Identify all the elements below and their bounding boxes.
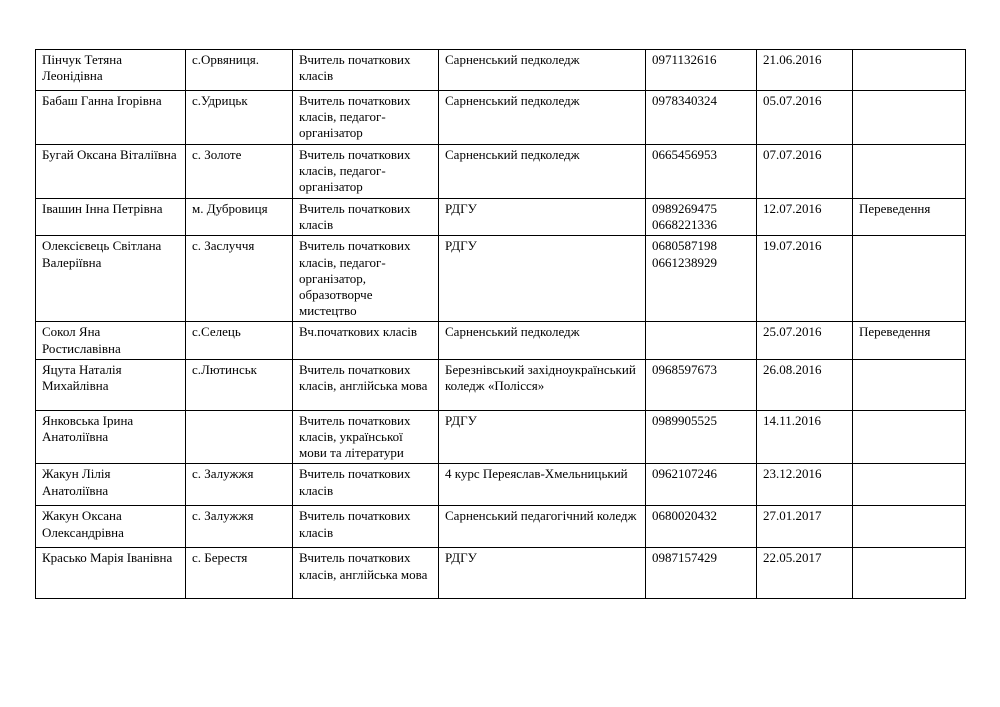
teacher-name-cell: Красько Марія Іванівна xyxy=(36,548,186,599)
institution-cell: Сарненський педколедж xyxy=(439,145,646,199)
date-cell: 21.06.2016 xyxy=(757,50,853,91)
table-row xyxy=(36,410,966,464)
note-cell: Переведення xyxy=(853,199,966,236)
date-cell: 05.07.2016 xyxy=(757,91,853,145)
table-row xyxy=(36,91,966,145)
village-cell: с.Селець xyxy=(186,322,293,359)
phone-cell: 0989905525 xyxy=(646,410,757,464)
village-cell: с. Залужжя xyxy=(186,506,293,548)
village-cell: с. Залужжя xyxy=(186,464,293,506)
note-cell xyxy=(853,548,966,599)
institution-cell: Сарненський педагогічний коледж xyxy=(439,506,646,548)
note-cell xyxy=(853,236,966,322)
phone-cell: 0665456953 xyxy=(646,145,757,199)
teacher-name-cell: Жакун Лілія Анатоліївна xyxy=(36,464,186,506)
institution-cell: Сарненський педколедж xyxy=(439,322,646,359)
table-row xyxy=(36,322,966,359)
note-cell xyxy=(853,359,966,410)
village-cell: с. Берестя xyxy=(186,548,293,599)
institution-cell: Сарненський педколедж xyxy=(439,91,646,145)
note-cell xyxy=(853,145,966,199)
specialty-cell: Вчитель початкових класів, педагог-організатор xyxy=(293,91,439,145)
specialty-cell: Вчитель початкових класів, англійська мова xyxy=(293,548,439,599)
specialty-cell: Вчитель початкових класів, педагог-організатор xyxy=(293,145,439,199)
institution-cell: РДГУ xyxy=(439,548,646,599)
date-cell: 26.08.2016 xyxy=(757,359,853,410)
teacher-name-cell: Олексієвець Світлана Валеріївна xyxy=(36,236,186,322)
table-row xyxy=(36,199,966,236)
institution-cell: РДГУ xyxy=(439,410,646,464)
note-cell xyxy=(853,50,966,91)
date-cell: 25.07.2016 xyxy=(757,322,853,359)
note-cell xyxy=(853,506,966,548)
teacher-name-cell: Янковська Ірина Анатоліївна xyxy=(36,410,186,464)
teachers-table xyxy=(35,49,966,599)
teachers-table-body xyxy=(36,50,966,599)
institution-cell: РДГУ xyxy=(439,236,646,322)
note-cell xyxy=(853,91,966,145)
phone-cell: 0962107246 xyxy=(646,464,757,506)
phone-cell: 0989269475 0668221336 xyxy=(646,199,757,236)
date-cell: 27.01.2017 xyxy=(757,506,853,548)
specialty-cell: Вчитель початкових класів xyxy=(293,199,439,236)
table-row xyxy=(36,145,966,199)
teacher-name-cell: Івашин Інна Петрівна xyxy=(36,199,186,236)
table-row xyxy=(36,359,966,410)
village-cell: с.Удрицьк xyxy=(186,91,293,145)
specialty-cell: Вчитель початкових класів xyxy=(293,50,439,91)
village-cell: с.Орвяниця. xyxy=(186,50,293,91)
table-row xyxy=(36,548,966,599)
table-row xyxy=(36,506,966,548)
phone-cell: 0971132616 xyxy=(646,50,757,91)
teacher-name-cell: Бугай Оксана Віталіївна xyxy=(36,145,186,199)
date-cell: 07.07.2016 xyxy=(757,145,853,199)
village-cell xyxy=(186,410,293,464)
village-cell: с. Золоте xyxy=(186,145,293,199)
date-cell: 14.11.2016 xyxy=(757,410,853,464)
phone-cell: 0978340324 xyxy=(646,91,757,145)
village-cell: м. Дубровиця xyxy=(186,199,293,236)
specialty-cell: Вчитель початкових класів xyxy=(293,464,439,506)
phone-cell: 0680587198 0661238929 xyxy=(646,236,757,322)
specialty-cell: Вчитель початкових класів, англійська мова xyxy=(293,359,439,410)
institution-cell: РДГУ xyxy=(439,199,646,236)
table-row xyxy=(36,50,966,91)
note-cell xyxy=(853,464,966,506)
note-cell xyxy=(853,410,966,464)
teacher-name-cell: Пінчук Тетяна Леонідівна xyxy=(36,50,186,91)
table-row xyxy=(36,464,966,506)
date-cell: 23.12.2016 xyxy=(757,464,853,506)
date-cell: 22.05.2017 xyxy=(757,548,853,599)
teacher-name-cell: Бабаш Ганна Ігорівна xyxy=(36,91,186,145)
teacher-name-cell: Яцута Наталія Михайлівна xyxy=(36,359,186,410)
phone-cell: 0968597673 xyxy=(646,359,757,410)
specialty-cell: Вч.початкових класів xyxy=(293,322,439,359)
institution-cell: Березнівський західноукраїнський коледж «Полісся» xyxy=(439,359,646,410)
specialty-cell: Вчитель початкових класів, української мови та літератури xyxy=(293,410,439,464)
date-cell: 19.07.2016 xyxy=(757,236,853,322)
phone-cell xyxy=(646,322,757,359)
institution-cell: Сарненський педколедж xyxy=(439,50,646,91)
teacher-name-cell: Сокол Яна Ростиславівна xyxy=(36,322,186,359)
institution-cell: 4 курс Переяслав-Хмельницький xyxy=(439,464,646,506)
village-cell: с.Лютинськ xyxy=(186,359,293,410)
specialty-cell: Вчитель початкових класів xyxy=(293,506,439,548)
village-cell: с. Заслуччя xyxy=(186,236,293,322)
date-cell: 12.07.2016 xyxy=(757,199,853,236)
phone-cell: 0680020432 xyxy=(646,506,757,548)
teacher-name-cell: Жакун Оксана Олександрівна xyxy=(36,506,186,548)
phone-cell: 0987157429 xyxy=(646,548,757,599)
table-row xyxy=(36,236,966,322)
specialty-cell: Вчитель початкових класів, педагог-організатор, образотворче мистецтво xyxy=(293,236,439,322)
note-cell: Переведення xyxy=(853,322,966,359)
